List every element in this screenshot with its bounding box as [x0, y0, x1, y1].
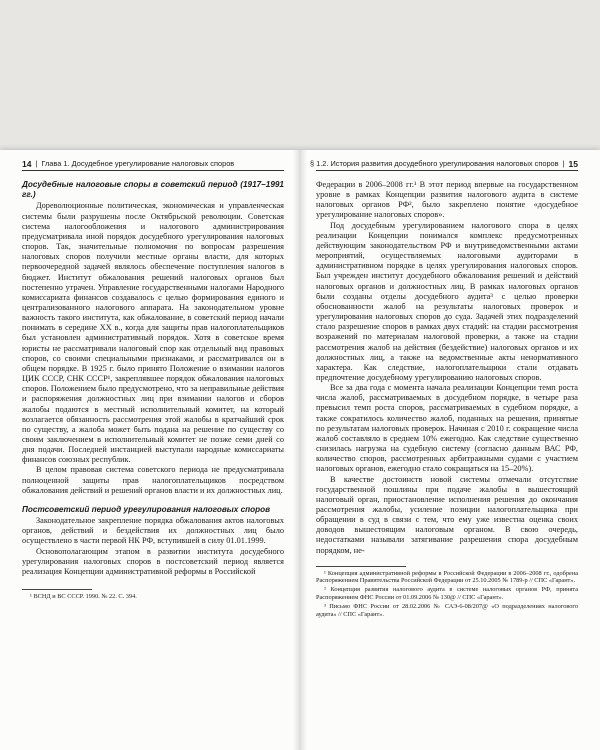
footnote: ³ Письмо ФНС России от 28.02.2006 № САЭ-6-08/207@ «О подразделениях налогового аудита» // СПС «Гарант».	[316, 603, 578, 618]
footnote: ¹ ВСНД и ВС СССР. 1990. № 22. С. 394.	[30, 593, 137, 601]
right-page-number: 15	[568, 159, 578, 169]
right-footnotes	[316, 570, 578, 619]
paragraph: Федерации в 2006–2008 гг.¹ В этот период впервые на государственном уровне в рамках Концепции развития налогового аудита в системе налоговых органов РФ², было закреплено понятие «досудебное урегулирование налоговых споров».	[316, 180, 578, 220]
section-heading-soviet: Досудебные налоговые споры в советский период (1917–1991 гг.)	[22, 180, 284, 200]
right-page	[309, 158, 578, 748]
section-heading-post-soviet: Постсоветский период урегулирования налоговых споров	[22, 504, 271, 514]
left-body	[22, 180, 284, 601]
left-page	[22, 158, 284, 748]
paragraph: Законодательное закрепление порядка обжалования актов налоговых органов, действий и бездействия их должностных лиц было осуществлено в части первой НК РФ, вступившей в силу 01.01.1999.	[22, 516, 284, 546]
book-gutter	[293, 150, 307, 750]
right-body	[316, 180, 578, 618]
left-page-number: 14	[22, 159, 32, 169]
paragraph: Основополагающим этапом в развитии института досудебного урегулирования налоговых споров в постсоветский период является реализация Концепции административной реформы в Российской	[22, 546, 284, 576]
paragraph: В целом правовая система советского периода не предусматривала полноценной защиты прав налогоплательщиков посредством обжалования действий и решений органов власти и их должностных лиц.	[22, 465, 284, 495]
right-running-head	[309, 158, 578, 171]
footnote-rule	[316, 566, 406, 567]
running-head-divider: |	[562, 159, 565, 168]
footnote: ¹ Концепция административной реформы в Российской Федерации в 2006–2008 гг., одобрена Распоряжением Правительства Российской Федерации от 25.10.2005 № 1789-р // СПС «Гарант».	[316, 569, 578, 585]
footnote: ² Концепция развития налогового аудита в системе налоговых органов РФ, принята Распоряжением ФНС России от 01.09.2006 № 130@ // СПС «Гарант».	[316, 586, 578, 602]
right-running-head-title: § 1.2. История развития досудебного урегулирования налоговых споров	[309, 159, 559, 168]
running-head-divider: |	[35, 159, 38, 168]
paragraph: Под досудебным урегулированием налогового спора в целях реализации Концепции понимался комплекс предусмотренных действующим законодательством РФ и внутриведомственными актами мероприятий, осуществляемых налоговыми аудиторами в административном порядке в целях урегулирования налоговых споров. Был учрежден институт досудебного обжалования решений и действий налоговых органов и должностных лиц. В рамках налоговых органов были созданы отделы досудебного аудита³ с целью проверки обоснованности жалоб на результаты налоговых проверок и урегулирования налоговых споров до суда. Задачей этих подразделений стало разрешение споров в рамках двух стадий: на стадии рассмотрения возражений по материалам налоговой проверки, а также на стадии рассмотрения жалоб на действия (бездействие) налоговых органов и их должностных лиц, а также на ведомственные акты ненормативного характера. Как следствие, налогоплательщики стали отдавать предпочтение досудебному урегулированию налоговых споров.	[316, 220, 578, 382]
paragraph: Дореволюционные политическая, экономическая и управленческая системы были разрушены после Октябрьской революции. Советская система налогообложения и налогового администрирования предусматривала иной порядок досудебного урегулирования налоговых споров. Так, значительные полномочия по вопросам разрешения налоговых споров получили местные органы власти, для которых первоочередной задачей являлось обеспечение поступления налогов в бюджет. Институт обжалования решений налоговых органов был постепенно утрачен. Управление государственными налогами Народного комиссариата финансов создавалось с целью формирования единого и централизованного налогового аппарата. На законодательном уровне важность такого института, как обжалование, в советский период начали понимать в середине XX в., когда для защиты прав налогоплательщиков был установлен административный порядок. Хотя в советское время юристы не рассматривали налоговый спор как отдельный вид правовых споров, со своими специальными признаками, и рассматривался он в общем порядке. В 1925 г. было принято Положение о взимании налогов ЦИК СССР, СНК СССР¹, закреплявшее порядок обжалования налоговых споров. Положением было предусмотрено, что за неправильные действия и распоряжения должностных лиц при взимании налогов и сборов жалобы подаются в местный исполнительный комитет, на который возлагается обязанность рассмотрения этой жалобы в кратчайший срок по существу, а жалоба может быть подана на решение по существу со своим заключением в исполнительный комитет не позже семи дней со дня подачи. Последней инстанцией выступали народные комиссариаты финансов союзных республик.	[22, 201, 284, 465]
footnote-rule	[22, 589, 92, 590]
paragraph: Все за два года с момента начала реализации Концепции темп роста числа жалоб, рассматриваемых в досудебном порядке, в четыре раза превысил темп роста споров, рассматриваемых в судебном порядке, а также сократилось количество жалоб, поданных на решения, принятые по результатам налоговых проверок. Начиная с 2010 г. сокращение числа жалоб составляло в среднем 10% ежегодно. Как следствие существенно снизилась нагрузка на судебную систему (согласно данным ВАС РФ, количество споров, рассмотренных арбитражными судами с участием налоговых органов, ежегодно стало сокращаться на 15–20%).	[316, 383, 578, 474]
left-footnotes	[22, 593, 284, 601]
left-running-head	[22, 158, 284, 171]
left-running-head-title: Глава 1. Досудебное урегулирование налоговых споров	[41, 159, 235, 168]
paragraph: В качестве достоинств новой системы отмечали отсутствие государственной пошлины при подаче жалобы в вышестоящий налоговый орган, приостановление исполнения решения до окончания рассмотрения жалобы, усиление позиции налогоплательщика при обращении в суд в связи с тем, что ему уже известна оценка своих доводов вышестоящим налоговым органом. В свою очередь, недостатками называли затягивание разрешения спора досудебным порядком, не-	[316, 474, 578, 555]
book-spread	[0, 150, 600, 750]
